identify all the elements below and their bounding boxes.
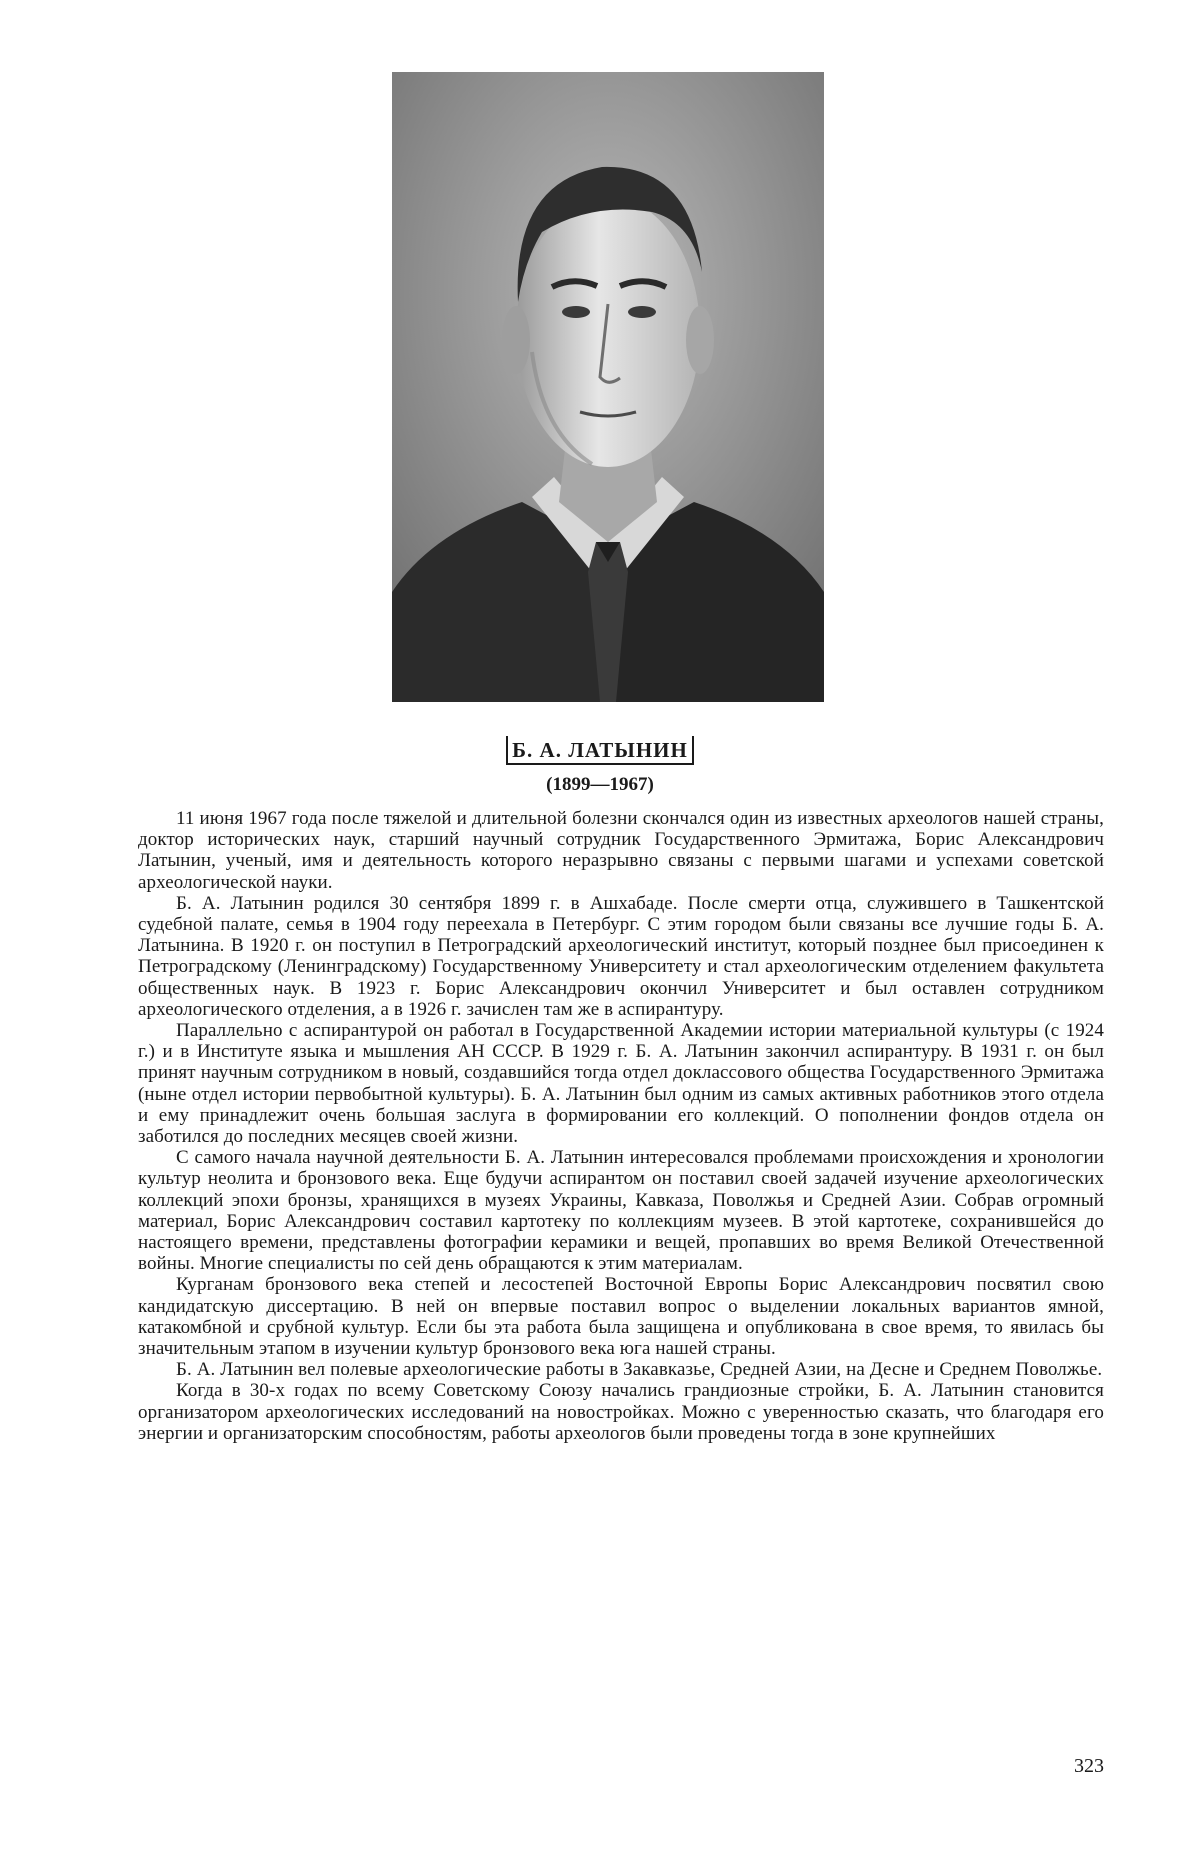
paragraph: Б. А. Латынин родился 30 сентября 1899 г. в Ашхабаде. После смерти отца, служившего в Ташкентской судебной палате, семья в 1904 году переехала в Петербург. С этим городом были связаны все лучшие годы Б. А. Латынина. В 1920 г. он поступил в Петроградский археологический институт, который позднее был присоединен к Петроградскому (Ленинградскому) Государственному Университету и стал археологическим отделением факультета общественных наук. В 1923 г. Борис Александрович окончил Университет и был оставлен сотрудником археологического отделения, а в 1926 г. зачислен там же в аспирантуру. [138, 892, 1104, 1020]
paragraph: С самого начала научной деятельности Б. А. Латынин интересовался проблемами происхождения и хронологии культур неолита и бронзового века. Еще будучи аспирантом он поставил своей задачей изучение археологических коллекций эпохи бронзы, хранящихся в музеях Украины, Кавказа, Поволжья и Средней Азии. Собрав огромный материал, Борис Александрович составил картотеку по коллекциям музеев. В этой картотеке, сохранившейся до настоящего времени, представлены фотографии керамики и вещей, пропавших во время Великой Отечественной войны. Многие специалисты по сей день обращаются к этим материалам. [138, 1147, 1104, 1275]
paragraph: Параллельно с аспирантурой он работал в Государственной Академии истории материальной культуры (с 1924 г.) и в Институте языка и мышления АН СССР. В 1929 г. Б. А. Латынин закончил аспирантуру. В 1931 г. он был принят научным сотрудником в новый, создавшийся тогда отдел доклассового общества Государственного Эрмитажа (ныне отдел истории первобытной культуры). Б. А. Латынин был одним из самых активных работников этого отдела и ему принадлежит очень большая заслуга в формировании его коллекций. О пополнении фондов отдела он заботился до последних месяцев своей жизни. [138, 1020, 1104, 1148]
paragraph: Когда в 30-х годах по всему Советскому Союзу начались грандиозные стройки, Б. А. Латынин становится организатором археологических исследований на новостройках. Можно с уверенностью сказать, что благодаря его энергии и организаторским способностям, работы археологов были проведены тогда в зоне крупнейших [138, 1380, 1104, 1444]
obituary-text [138, 808, 1104, 1444]
page-number: 323 [1074, 1755, 1104, 1777]
life-dates: (1899—1967) [546, 774, 654, 795]
paragraph: 11 июня 1967 года после тяжелой и длительной болезни скончался один из известных археологов нашей страны, доктор исторических наук, старший научный сотрудник Государственного Эрмитажа, Борис Александрович Латынин, ученый, имя и деятельность которого неразрывно связаны с первыми шагами и успехами советской археологической науки. [138, 808, 1104, 893]
obituary-heading [0, 736, 1200, 797]
paragraph: Курганам бронзового века степей и лесостепей Восточной Европы Борис Александрович посвятил свою кандидатскую диссертацию. В ней он впервые поставил вопрос о выделении локальных вариантов ямной, катакомбной и срубной культур. Если бы эта работа была защищена и опубликована в свое время, то явилась бы значительным этапом в изучении культур бронзового века юга нашей страны. [138, 1274, 1104, 1360]
person-name: Б. А. ЛАТЫНИН [506, 736, 694, 765]
portrait-photo [392, 72, 824, 702]
paragraph: Б. А. Латынин вел полевые археологические работы в Закавказье, Средней Азии, на Десне и Среднем Поволжье. [176, 1359, 1103, 1381]
